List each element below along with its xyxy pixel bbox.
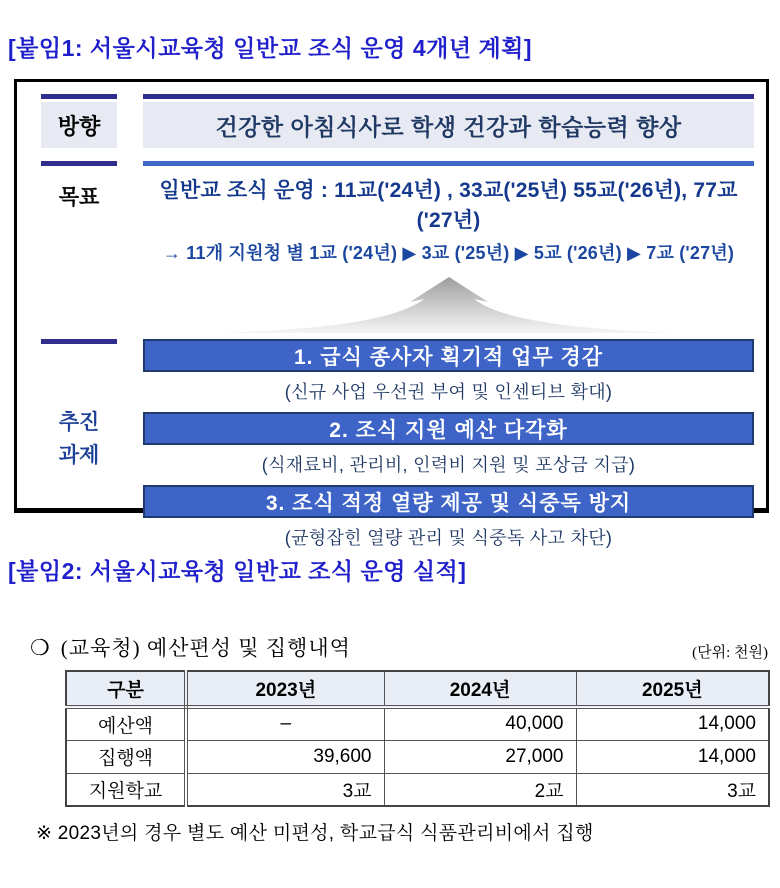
budget-table xyxy=(65,670,770,807)
task-1-subtitle: (신규 사업 우선권 부여 및 인센티브 확대) xyxy=(284,382,613,402)
navy-accent-bar xyxy=(41,339,117,344)
direction-content-column xyxy=(143,94,754,148)
goal-label: 목표 xyxy=(58,186,100,209)
budget-2025-value: 14,000 xyxy=(576,707,769,740)
direction-statement: 건강한 아침식사로 학생 건강과 학습능력 향상 xyxy=(215,113,682,140)
navy-accent-bar xyxy=(41,94,117,99)
attachment1-title: [붙임1: 서울시교육청 일반교 조식 운영 4개년 계획] xyxy=(8,35,533,61)
up-arrow-row xyxy=(143,269,754,335)
schools-2024-value: 2교 xyxy=(384,773,576,806)
header-2024: 2024년 xyxy=(384,671,576,707)
goal-row xyxy=(29,161,754,265)
goal-statement-line1: 일반교 조식 운영 : 11교('24년) , 33교('25년) 55교('26년), 77교('27년) xyxy=(159,179,738,232)
circle-bullet-icon: ❍ xyxy=(30,635,51,660)
header-gubun: 구분 xyxy=(66,671,186,707)
budget-2024-value: 40,000 xyxy=(384,707,576,740)
row-budget-label: 예산액 xyxy=(66,707,186,740)
table-header-row xyxy=(66,671,769,707)
table-footnote: ※ 2023년의 경우 별도 예산 미편성, 학교급식 식품관리비에서 집행 xyxy=(36,823,594,844)
table-row xyxy=(66,707,769,740)
execution-2025-value: 14,000 xyxy=(576,740,769,773)
navy-accent-bar xyxy=(143,94,754,99)
plan-diagram-box xyxy=(14,79,769,548)
results-section-title-text: (교육청) 예산편성 및 집행내역 xyxy=(60,636,351,660)
direction-label-column xyxy=(41,94,117,148)
task-2-subtitle: (식재료비, 관리비, 인력비 지원 및 포상금 지급) xyxy=(261,455,636,475)
direction-statement-box xyxy=(143,102,754,148)
tasks-row xyxy=(29,339,754,558)
tasks-label-wrap xyxy=(41,347,117,558)
schools-2023-value: 3교 xyxy=(186,773,384,806)
up-arrow-icon xyxy=(214,273,684,335)
row-schools-label: 지원학교 xyxy=(66,773,186,806)
task-3-subtitle: (균형잡힌 열량 관리 및 식중독 사고 차단) xyxy=(284,528,613,548)
tasks-label-line2: 과제 xyxy=(58,443,100,467)
task-2-title-bar: 2. 조식 지원 예산 다각화 xyxy=(143,412,754,445)
direction-label: 방향 xyxy=(57,113,101,139)
navy-accent-bar xyxy=(41,161,117,166)
header-2025: 2025년 xyxy=(576,671,769,707)
schools-2025-value: 3교 xyxy=(576,773,769,806)
direction-row xyxy=(29,94,754,148)
goal-content-column xyxy=(143,161,754,265)
goal-label-column xyxy=(41,161,117,265)
tasks-label xyxy=(59,407,100,472)
direction-label-box xyxy=(41,102,117,148)
tasks-label-column xyxy=(41,339,117,558)
results-section-title xyxy=(30,632,351,662)
attachment2-title: [붙임2: 서울시교육청 일반교 조식 운영 실적] xyxy=(8,558,467,584)
goal-statement-line2: → 11개 지원청 별 1교 ('24년) ▶ 3교 ('25년) ▶ 5교 ('26년) ▶ 7교 ('27년) xyxy=(162,243,735,263)
task-3-title-bar: 3. 조식 적정 열량 제공 및 식중독 방지 xyxy=(143,485,754,518)
blue-accent-bar xyxy=(143,161,754,166)
execution-2024-value: 27,000 xyxy=(384,740,576,773)
row-execution-label: 집행액 xyxy=(66,740,186,773)
budget-2023-value: – xyxy=(186,707,384,740)
tasks-label-line1: 추진 xyxy=(58,410,100,434)
task-1-title-bar: 1. 급식 종사자 획기적 업무 경감 xyxy=(143,339,754,372)
execution-2023-value: 39,600 xyxy=(186,740,384,773)
table-row xyxy=(66,740,769,773)
results-section-header xyxy=(30,632,768,662)
unit-note: (단위: 천원) xyxy=(692,645,768,661)
table-row xyxy=(66,773,769,806)
tasks-content-column xyxy=(143,339,754,558)
header-2023: 2023년 xyxy=(186,671,384,707)
